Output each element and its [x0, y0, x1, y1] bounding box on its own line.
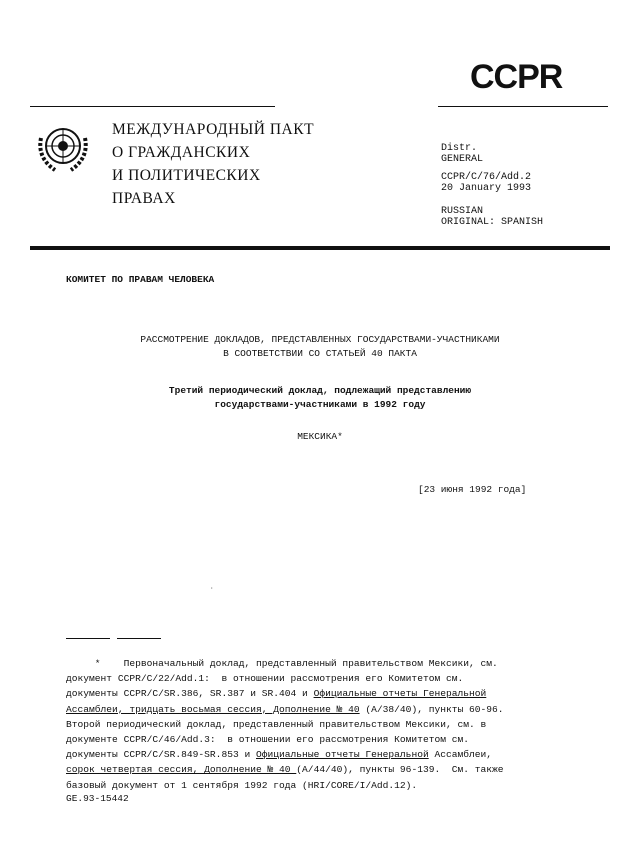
footnote-text: (A/44/40), пункты 96-139. См. также: [296, 764, 504, 776]
footnote-line: [66, 656, 504, 671]
footnote-line: [66, 671, 504, 686]
ccpr-logo: CCPR: [470, 58, 563, 96]
symbol-block: [441, 172, 531, 194]
footnote-text: базовый документ от 1 сентября 1992 года (HRI/CORE/I/Add.12).: [66, 779, 418, 791]
stray-mark: ·: [210, 585, 214, 592]
footnote-text: (A/38/40), пункты 60-96.: [359, 703, 504, 715]
un-emblem-icon: [33, 118, 93, 178]
section-heading: [0, 333, 640, 361]
distribution-value: GENERAL: [441, 154, 484, 165]
footnote-citation: Официальные отчеты Генеральной: [256, 749, 429, 761]
distr-label: Distr.: [441, 143, 478, 154]
language-block: [441, 206, 543, 228]
country-name: МЕКСИКА*: [297, 431, 343, 442]
footnote-line: [66, 717, 504, 732]
committee-name: КОМИТЕТ ПО ПРАВАМ ЧЕЛОВЕКА: [66, 274, 215, 285]
document-date: 20 January 1993: [441, 183, 532, 194]
subheading-line: Третий периодический доклад, подлежащий представлению: [168, 385, 472, 396]
title-line: И ПОЛИТИЧЕСКИХ: [112, 167, 261, 184]
footnote-text: документы CCPR/C/SR.386, SR.387 и SR.404 и: [66, 688, 314, 700]
covenant-title: [112, 118, 314, 210]
footnote: [66, 656, 504, 793]
footnote-text: документы CCPR/C/SR.849-SR.853 и: [66, 749, 256, 761]
header-rule-right: [438, 106, 608, 107]
job-number: GE.93-15442: [66, 793, 129, 804]
footnote-text: документ CCPR/C/22/Add.1: в отношении рассмотрения его Комитетом см.: [66, 673, 464, 685]
footnote-line: [66, 747, 504, 762]
footnote-text: Ассамблеи,: [428, 749, 493, 761]
distribution-block: [441, 143, 483, 165]
heading-line: В СООТВЕТСТВИИ СО СТАТЬЕЙ 40 ПАКТА: [223, 348, 417, 359]
title-line: МЕЖДУНАРОДНЫЙ ПАКТ: [112, 121, 315, 138]
header-rule-left: [30, 106, 275, 107]
footnote-citation: Ассамблеи, тридцать восьмая сессия, Дополнение № 40: [66, 703, 360, 715]
footnote-rule: [66, 638, 110, 639]
document-symbol: CCPR/C/76/Add.2: [441, 172, 532, 183]
footnote-line: [66, 778, 504, 793]
footnote-text: * Первоначальный доклад, представленный правительством Мексики, см.: [66, 658, 498, 669]
footnote-text: Второй периодический доклад, представленный правительством Мексики, см. в: [66, 718, 487, 730]
report-subheading: [0, 384, 640, 412]
header-thick-rule: [30, 246, 610, 250]
language: RUSSIAN: [441, 206, 484, 217]
original-language: ORIGINAL: SPANISH: [441, 217, 544, 228]
footnote-line: [66, 686, 504, 701]
subheading-line: государствами-участниками в 1992 году: [214, 399, 426, 410]
footnote-line: [66, 702, 504, 717]
footnote-text: документе CCPR/C/46/Add.3: в отношении его рассмотрения Комитетом см.: [66, 734, 470, 746]
report-date: [23 июня 1992 года]: [418, 484, 527, 495]
title-line: ПРАВАХ: [112, 190, 176, 207]
footnote-line: [66, 732, 504, 747]
title-line: О ГРАЖДАНСКИХ: [112, 144, 251, 161]
footnote-citation: сорок четвертая сессия, Дополнение № 40: [66, 764, 297, 776]
footnote-citation: Официальные отчеты Генеральной: [313, 688, 487, 700]
heading-line: РАССМОТРЕНИЕ ДОКЛАДОВ, ПРЕДСТАВЛЕННЫХ ГОСУДАРСТВАМИ-УЧАСТНИКАМИ: [140, 334, 500, 345]
footnote-line: [66, 762, 504, 777]
footnote-rule: [117, 638, 161, 639]
